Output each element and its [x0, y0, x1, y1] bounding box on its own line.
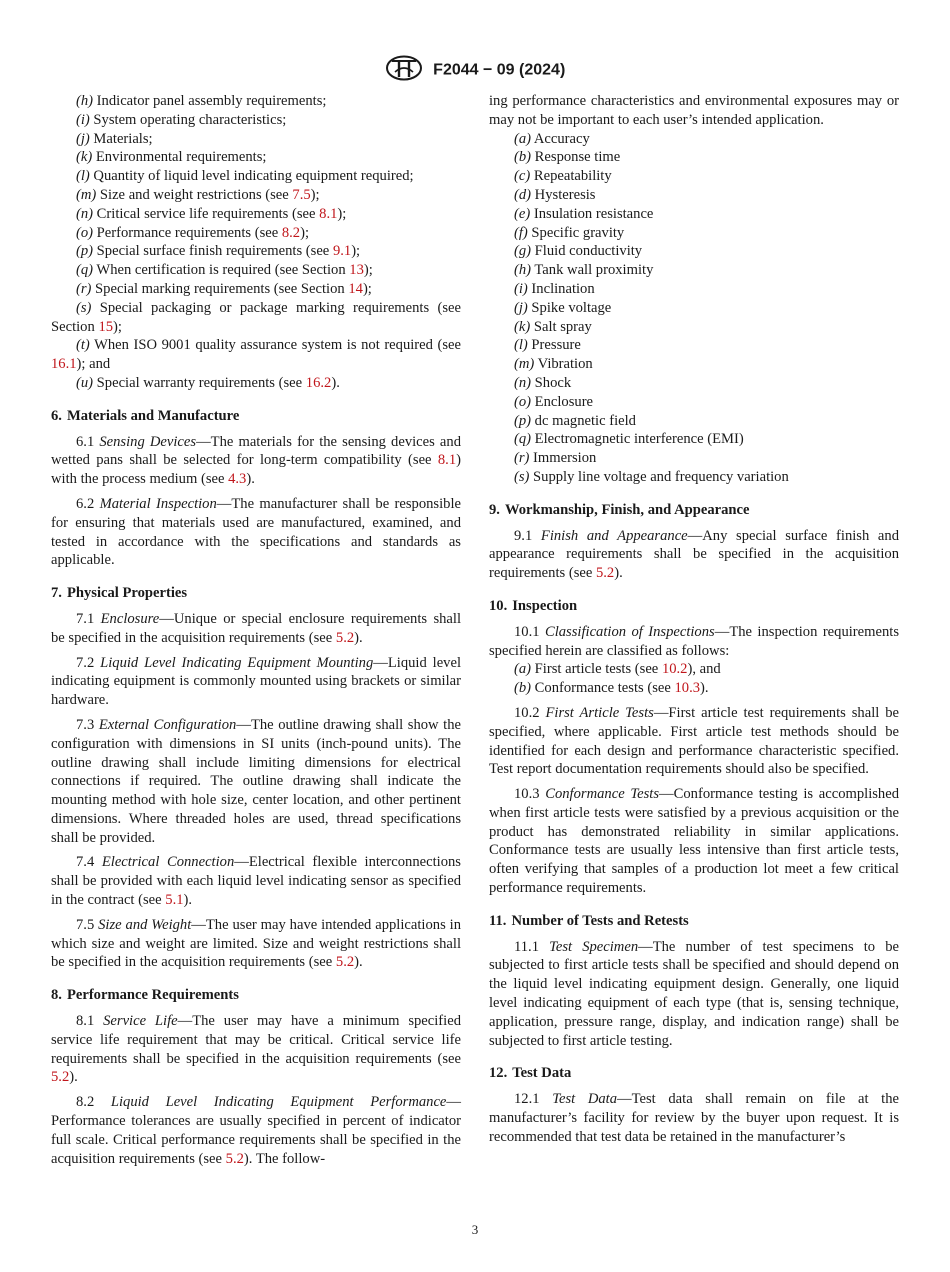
list-item: (j) Materials;	[76, 130, 153, 147]
list-item: (g) Fluid conductivity	[514, 243, 643, 260]
section-heading: 12. Test Data	[489, 1065, 572, 1082]
paragraph: 6.1 Sensing Devices—The materials for the sensing devices and wetted pans shall be selected for long-term compatibility (see 8.1) with the process medium (see 4.3).	[51, 433, 461, 488]
list-item: (a) Accuracy	[514, 130, 590, 147]
paragraph: 7.4 Electrical Connection—Electrical flexible interconnections shall be provided with each liquid level indicating sensor as specified in the contract (see 5.1).	[51, 854, 461, 909]
cross-reference-link[interactable]: 4.3	[228, 471, 247, 488]
list-item: (q) When certification is required (see Section 13);	[76, 262, 373, 279]
cross-reference-link[interactable]: 10.2	[661, 661, 688, 678]
section-heading: 10. Inspection	[489, 597, 578, 614]
paragraph: 10.1 Classification of Inspections—The inspection requirements specified herein are classified as follows:	[489, 623, 900, 659]
list-item: (b) Response time	[514, 149, 621, 166]
list-item: (p) Special surface finish requirements (see 9.1);	[76, 243, 361, 260]
paragraph: 7.5 Size and Weight—The user may have intended applications in which size and weight are limited. Size and weight restrictions shall be specified in the acquisition requirements (see 5.2).	[51, 916, 461, 971]
list-item: (f) Specific gravity	[514, 224, 625, 241]
list-item: (j) Spike voltage	[514, 299, 612, 316]
list-item: (u) Special warranty requirements (see 16.2).	[76, 374, 340, 391]
right-column	[489, 92, 899, 1153]
cross-reference-link[interactable]: 8.2	[281, 224, 301, 241]
cross-reference-link[interactable]: 5.2	[51, 1069, 70, 1086]
list-item: (r) Special marking requirements (see Section 14);	[76, 280, 372, 297]
list-item: (i) Inclination	[514, 280, 595, 297]
paragraph: ing performance characteristics and environmental exposures may or may not be important to each user’s intended application.	[489, 93, 899, 128]
list-item: (l) Pressure	[514, 337, 581, 354]
cross-reference-link[interactable]: 5.2	[595, 565, 615, 582]
paragraph: 7.3 External Configuration—The outline drawing shall show the configuration with dimensions in SI units (inch-pound units). The outline drawing shall include limiting dimensions for electrical connections if required. The outline drawing shall indicate the mounting method with hole size, center location, and other pertinent dimensions. Where threaded holes are used, thread specifications shall be provided.	[51, 716, 461, 846]
list-item: (o) Enclosure	[514, 393, 594, 410]
page-number: 3	[471, 1222, 479, 1237]
cross-reference-link[interactable]: 5.1	[165, 892, 184, 909]
cross-reference-link[interactable]: 5.2	[225, 1150, 244, 1167]
list-item: (m) Size and weight restrictions (see 7.5);	[76, 186, 320, 203]
paragraph: 7.2 Liquid Level Indicating Equipment Mounting—Liquid level indicating equipment is commonly mounted using brackets or similar hardware.	[51, 654, 461, 709]
paragraph: 8.1 Service Life—The user may have a minimum specified service life requirement that may be critical. Critical service life requirements shall be specified in the acquisition requirements (see 5.2).	[51, 1013, 461, 1086]
left-column	[51, 92, 461, 1174]
list-item: (m) Vibration	[514, 356, 593, 373]
paragraph: 9.1 Finish and Appearance—Any special surface finish and appearance requirements shall be specified in the acquisition requirements (see 5.2).	[489, 527, 900, 582]
list-item: (t) When ISO 9001 quality assurance system is not required (see 16.1); and	[51, 337, 461, 373]
list-item: (b) Conformance tests (see 10.3).	[514, 680, 709, 697]
cross-reference-link[interactable]: 8.1	[319, 205, 338, 222]
cross-reference-link[interactable]: 14	[348, 280, 363, 297]
list-item: (e) Insulation resistance	[514, 205, 654, 222]
list-item: (q) Electromagnetic interference (EMI)	[514, 431, 744, 448]
list-item: (h) Tank wall proximity	[514, 262, 654, 279]
list-item: (n) Critical service life requirements (see 8.1);	[76, 205, 347, 222]
list-item: (s) Special packaging or package marking requirements (see Section 15);	[51, 299, 461, 335]
list-item: (i) System operating characteristics;	[76, 111, 287, 128]
list-item: (c) Repeatability	[514, 168, 612, 185]
list-item: (a) First article tests (see 10.2), and	[514, 661, 721, 678]
astm-logo-icon	[385, 55, 423, 86]
paragraph: 10.2 First Article Tests—First article test requirements shall be specified, where applicable. First article test methods should be identified for each design and performance characteristic specified. Test report documentation requirements should also be specified.	[489, 704, 900, 778]
cross-reference-link[interactable]: 5.2	[335, 954, 355, 971]
paragraph: 8.2 Liquid Level Indicating Equipment Performance—Performance tolerances are usually specified in percent of indicator full scale. Critical performance requirements shall be specified in the acquisition requirements (see 5.2). The follow-	[51, 1094, 462, 1167]
cross-reference-link[interactable]: 16.2	[305, 374, 332, 391]
section-heading: 11. Number of Tests and Retests	[489, 912, 689, 929]
page-header	[0, 55, 950, 86]
list-item: (k) Salt spray	[514, 318, 592, 335]
paragraph: 12.1 Test Data—Test data shall remain on file at the manufacturer’s facility for review by the buyer upon request. It is recommended that test data be retained in the manufacturer’s	[489, 1091, 900, 1145]
list-item: (o) Performance requirements (see 8.2);	[76, 224, 310, 241]
list-item: (k) Environmental requirements;	[76, 149, 267, 166]
section-heading: 6. Materials and Manufacture	[51, 407, 240, 424]
paragraph: 10.3 Conformance Tests—Conformance testing is accomplished when first article tests were satisfied by a previous acquisition or the product has demonstrated reliability in similar applications. Conformance tests are usually less intensive than first article tests, often verifying that samples of a production lot meet a few critical performance requirements.	[489, 786, 900, 897]
list-item: (l) Quantity of liquid level indicating equipment required;	[76, 168, 414, 185]
cross-reference-link[interactable]: 16.1	[51, 356, 77, 373]
section-heading: 9. Workmanship, Finish, and Appearance	[489, 501, 750, 518]
cross-reference-link[interactable]: 15	[98, 318, 114, 335]
cross-reference-link[interactable]: 7.5	[292, 186, 311, 203]
section-heading: 8. Performance Requirements	[51, 987, 239, 1004]
cross-reference-link[interactable]: 13	[349, 262, 364, 279]
list-item: (r) Immersion	[514, 450, 597, 467]
cross-reference-link[interactable]: 8.1	[437, 452, 457, 469]
cross-reference-link[interactable]: 9.1	[332, 243, 352, 260]
list-item: (n) Shock	[514, 374, 572, 391]
paragraph: 7.1 Enclosure—Unique or special enclosure requirements shall be specified in the acquisition requirements (see 5.2).	[51, 610, 462, 646]
cross-reference-link[interactable]: 5.2	[335, 629, 355, 646]
document-designation: F2044 − 09 (2024)	[433, 61, 566, 79]
paragraph: 6.2 Material Inspection—The manufacturer shall be responsible for ensuring that materials used are manufactured, examined, and tested in accordance with the specifications and standards as applicable.	[51, 495, 461, 569]
list-item: (h) Indicator panel assembly requirements;	[76, 93, 327, 109]
paragraph: 11.1 Test Specimen—The number of test specimens to be subjected to first article tests shall be specified and should depend on the liquid level indicating equipment design. Generally, one liquid level indicating equipment of each type (that is, sensing technique, application, pressure range, display, and indication range) shall be subjected to first article testing.	[489, 938, 899, 1049]
list-item: (s) Supply line voltage and frequency variation	[514, 468, 789, 485]
cross-reference-link[interactable]: 10.3	[674, 680, 701, 697]
list-item: (p) dc magnetic field	[514, 412, 636, 429]
section-heading: 7. Physical Properties	[51, 585, 188, 602]
list-item: (d) Hysteresis	[514, 186, 596, 203]
